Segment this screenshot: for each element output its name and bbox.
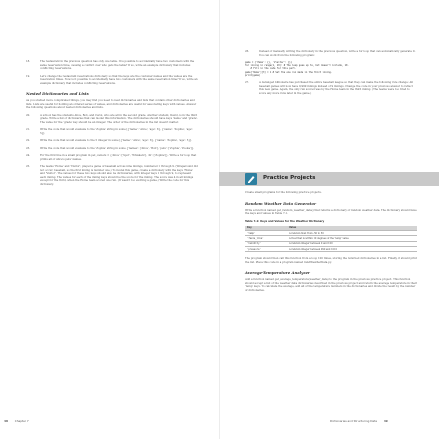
- chapter-label: Dictionaries and Structuring Data: [330, 419, 377, 423]
- project-paragraph: Write a function named get_random_weather_data() that returns a dictionary of random weather data. The dictionary should have the keys and values in Table 7-1.: [245, 208, 417, 215]
- section-banner: [219, 172, 439, 186]
- table-row: [245, 247, 417, 252]
- page-number: 48: [4, 419, 8, 423]
- table-cell: A random float from -50 to 50: [287, 230, 417, 235]
- list-item: [245, 50, 417, 57]
- table-caption: Table 7-1: Keys and Values for the Weather Dictionary: [245, 219, 325, 223]
- intro-paragraph: Create small programs for the following practice projects.: [245, 191, 322, 194]
- item-number: 24.: [26, 154, 31, 157]
- weather-table: [245, 226, 417, 253]
- item-text: Write the code that would evaluate to the 5 integer in some [{'name': 'Alice', 'age': 8}, {'name': 'Zophie', 'age': 5}].: [40, 139, 192, 142]
- item-text: Write the code that would evaluate to the 'Zophie' string in some {'names': ['Alice', 'Bob'], 'pets': ['Zophie', 'Pooka']}.: [40, 146, 195, 150]
- table-header-cell: Key: [245, 226, 287, 231]
- list-item: [26, 114, 198, 125]
- list-item: [26, 154, 198, 161]
- page-number: 49: [383, 419, 388, 423]
- item-text: Instead of manually writing the dictionary in the previous question, write a for loop that can automatically generate it. You can work from the following program:: [259, 50, 416, 57]
- left-footer: [4, 419, 29, 423]
- table-cell: 'feels_like': [245, 236, 287, 241]
- section-paragraph: As you studied more complicated things, you may find you need to nest dictionaries and lists that contain other dictionaries and lists. Lists are useful for holding an ordered series of values, and dictionaries are useful for associating keys with values. Answer the following questions about nested dictionaries and lists.: [26, 99, 197, 109]
- table-cell: A random integer between 0 and 100: [287, 241, 417, 246]
- list-item: [245, 81, 417, 95]
- list-item: [26, 60, 198, 71]
- table-cell: 'pressure': [245, 247, 287, 252]
- code-block: game = {'Home': {}, 'Visitor': {}} for inning in range(1, 10): # The loop goes up to, but doesn't include, 10. # Fill in the code for this part. game['Home'][3] = 1 # Set the one run made in the third inning. print(game): [245, 61, 349, 77]
- item-text: Let's change the restaurant reservations dictionary so that the keys are the customer names and the values are the reservation times. Now is it possible to accidentally have two customers with the same reservation time? If so, write an example dictionary that includes conflicting reservations.: [40, 74, 198, 85]
- item-text: The restaurant in the previous question has only one table. It is possible to accidentally have two customers with the same reservation time, causing a conflict over who gets the table? If so, write an example dictionary that includes conflicting reservations.: [40, 60, 195, 70]
- item-number: 18.: [26, 60, 31, 63]
- table-cell: 'humidity': [245, 241, 287, 246]
- project-paragraph: The program should then call this function from a loop 100 times, storing the returned dictionaries in a list. Finally, it should print the list. Place this code in a program named randWeatherData.py.: [245, 257, 417, 264]
- list-item: [26, 165, 198, 186]
- banner-title: Practice Projects: [263, 175, 316, 181]
- project-title: Random Weather Data Generator: [245, 200, 316, 206]
- list-item: [26, 128, 198, 135]
- left-page: [26, 60, 198, 190]
- item-number: 25.: [26, 165, 31, 168]
- pen-icon: [245, 173, 257, 185]
- item-number: 21.: [26, 128, 31, 131]
- right-page-lower: [245, 191, 417, 296]
- table-cell: A float that is within 10 degrees of the 'temp' value: [287, 236, 417, 241]
- right-page: [245, 50, 417, 99]
- item-number: 23.: [26, 146, 31, 150]
- table-cell: 'temp': [245, 230, 287, 235]
- right-footer: [330, 419, 388, 423]
- list-item: [26, 147, 198, 151]
- page-gutter: [219, 0, 220, 439]
- project-title: Average-Temperature Analyzer: [245, 270, 310, 276]
- project-paragraph: Add a function named get_average_temperature(weather_data) to the program in the previous practice project. This function should accept a list of the weather data dictionaries described in the previous project and return the average temperature in their 'temp' keys. To calculate the average, add all of the temperature numbers in the dictionaries and divide the result by the number of dictionaries.: [245, 278, 417, 292]
- item-number: 27.: [245, 81, 250, 85]
- section-title: Nested Dictionaries and Lists: [26, 91, 89, 96]
- item-text: For the first line in a small program in pet_owners = {'Alice': ['Spot', 'Whiskers'], 'Al': ['Zophie']}. Write a for loop that prints all of Alice's pets' names.: [40, 154, 197, 161]
- table-header-cell: Value: [287, 226, 417, 231]
- item-number: 20.: [26, 113, 31, 117]
- item-text: A deranged billionaire has purchased the entire baseball league so that they can make the following rule change: All baseball games will now have 9,999 innings instead of 9 innings. Change the code in your previous answer to reflect this new game. Again, the only run scored was by the Home team in the third inning. (The teams were too tired to score any more runs later in the game.): [259, 81, 413, 95]
- item-text: A school has the students Alice, Bob, and Carol, who are all in the second grade. Another student, David, is in the third grade. Write a list of dictionaries that can model this information. The dictionaries should have keys 'name' and 'grade'. The value for the 'grade' key should be an integer. The order of the dictionaries in the list doesn't matter.: [40, 113, 198, 124]
- item-number: 22.: [26, 139, 31, 142]
- chapter-label: Chapter 7: [14, 419, 29, 423]
- list-item: [26, 139, 198, 143]
- item-text: The teams 'Home' and 'Visitor', played a game of baseball across nine innings, numbered 1 through 9. (Wraparound did not occur; baseball, so the first inning is number one.) To model this game, create a dictionary with the keys 'Home' and 'Visitor'. The values for these two keys should also be dictionaries, with integer keys 1 through 9, to represent each inning. The values for each of the inning keys should be the score for the inning. The score was 4 in all innings except for the third, when the Home team scored one run. (It wasn't too exciting a game.) Write the code for this dictionary.: [40, 165, 198, 186]
- table-cell: A random integer between 990 and 1010: [287, 247, 417, 252]
- item-number: 19.: [26, 74, 31, 78]
- item-text: Write the code that would evaluate to the 'Zophie' string in some [{'name': 'Alice', 'age': 8}, {'name': 'Zophie', 'age': 5}].: [40, 128, 194, 135]
- list-item: [26, 75, 198, 86]
- item-number: 26.: [245, 50, 250, 53]
